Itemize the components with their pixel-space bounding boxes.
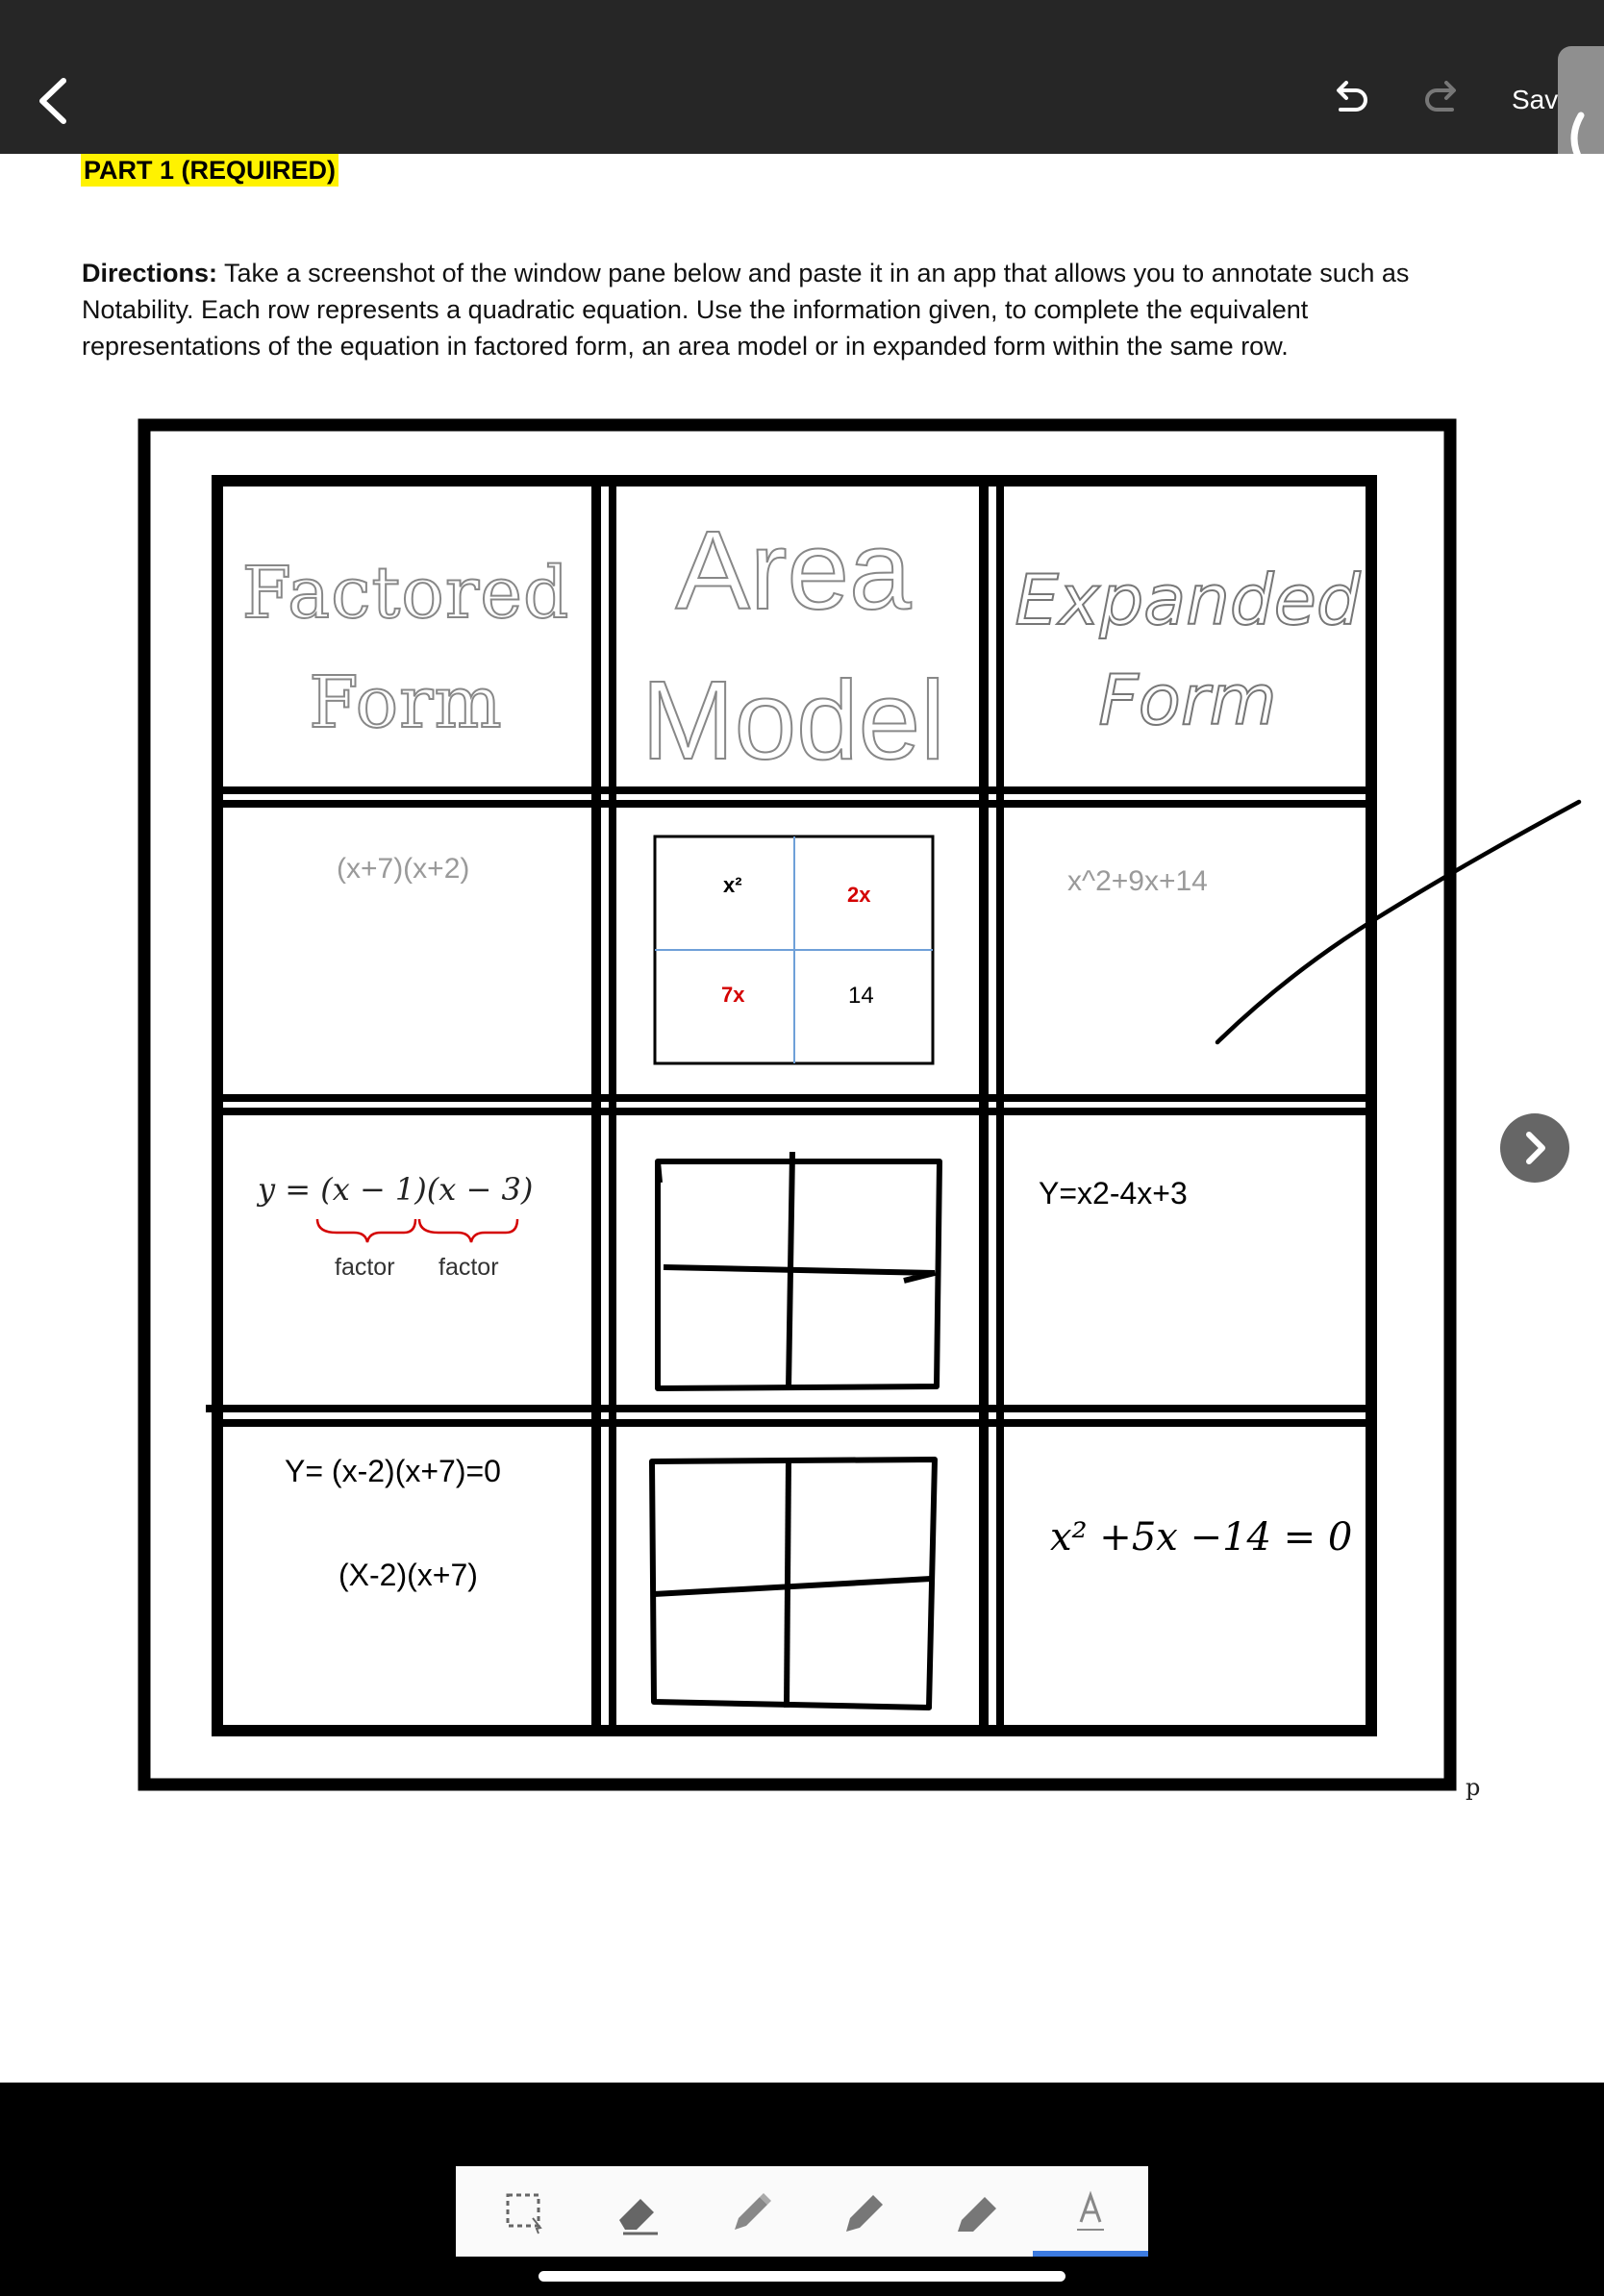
area-cell-tr: 2x xyxy=(847,883,871,907)
pen-tool[interactable] xyxy=(715,2176,785,2245)
pen-icon xyxy=(715,2176,785,2245)
directions-text xyxy=(82,255,1466,364)
header-factored-line2: Form xyxy=(309,661,503,744)
row2-expanded-form: Y=x2-4x+3 xyxy=(1039,1176,1188,1210)
area-cell-br: 14 xyxy=(848,983,874,1009)
redo-icon xyxy=(1419,81,1466,119)
undo-button[interactable] xyxy=(1327,81,1373,119)
redo-button[interactable] xyxy=(1419,81,1466,119)
header-area-line2: Model xyxy=(641,658,945,783)
undo-icon xyxy=(1327,81,1373,119)
header-area-line1: Area xyxy=(675,508,912,633)
header-factored-form xyxy=(223,538,589,758)
text-tool-icon xyxy=(1056,2176,1125,2245)
row3-handwritten-answer-2: (X-2)(x+7) xyxy=(338,1558,478,1592)
home-indicator[interactable] xyxy=(539,2271,1065,2282)
top-toolbar xyxy=(0,0,1604,154)
row1-expanded-form: x^2+9x+14 xyxy=(1067,865,1208,897)
area-cell-tl: x² xyxy=(723,873,742,897)
chevron-right-icon xyxy=(1500,1113,1569,1183)
active-tool-indicator xyxy=(1033,2251,1148,2257)
part-title: PART 1 (REQUIRED) xyxy=(81,154,338,187)
row3-handwritten-answer-1: Y= (x-2)(x+7)=0 xyxy=(285,1454,501,1488)
area-cell-bl: 7x xyxy=(721,983,745,1007)
drawing-tools xyxy=(456,2166,1148,2257)
directions-label: Directions: xyxy=(82,259,218,287)
factor-label-1: factor xyxy=(335,1254,395,1281)
lasso-select-tool[interactable] xyxy=(489,2176,558,2245)
document-page[interactable] xyxy=(0,154,1604,2083)
save-button[interactable]: Sav xyxy=(1512,85,1559,114)
pencil-tool[interactable] xyxy=(829,2176,898,2245)
header-factored-line1: Factored xyxy=(241,552,570,635)
stray-mark: p xyxy=(1466,1774,1481,1801)
header-expanded-form xyxy=(1000,550,1375,750)
row2-factored-form: y = (x − 1)(x − 3) xyxy=(258,1171,534,1208)
chevron-left-icon xyxy=(33,75,75,127)
row3-expanded-form: x² +5x −14 = 0 xyxy=(1050,1515,1353,1560)
text-tool[interactable] xyxy=(1056,2176,1125,2245)
row1-factored-form: (x+7)(x+2) xyxy=(337,853,470,885)
eraser-icon xyxy=(602,2176,671,2245)
lasso-select-icon xyxy=(489,2176,558,2245)
header-expanded-line1: Expanded xyxy=(1015,560,1361,640)
header-expanded-line2: Form xyxy=(1098,660,1277,740)
eraser-tool[interactable] xyxy=(602,2176,671,2245)
back-button[interactable] xyxy=(33,75,75,127)
pencil-icon xyxy=(829,2176,898,2245)
header-area-model xyxy=(615,495,971,795)
marker-tool[interactable] xyxy=(942,2176,1012,2245)
next-page-button[interactable] xyxy=(1500,1113,1569,1183)
directions-body: Take a screenshot of the window pane below and paste it in an app that allows you to annotate such as Notability. Each row represents a quadratic equation. Use the information given, to complete the equivalent representations of the equation in factored form, an area model or in expanded form within the same row. xyxy=(82,259,1410,361)
factor-label-2: factor xyxy=(439,1254,499,1281)
marker-icon xyxy=(942,2176,1012,2245)
